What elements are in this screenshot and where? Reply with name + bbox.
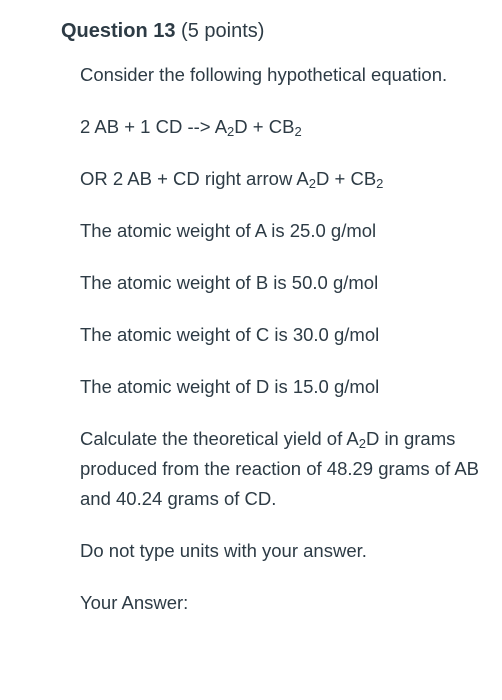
equation-line (80, 112, 490, 142)
equation-alt-lead: OR 2 AB + CD right arrow A (80, 168, 309, 189)
calculate-lead: Calculate the theoretical yield of A (80, 428, 359, 449)
equation-alt-subscript: 2 (376, 176, 384, 191)
equation-mid: D + CB (234, 116, 295, 137)
question-intro: Consider the following hypothetical equation. (80, 64, 448, 85)
equation-alt-mid: D + CB (316, 168, 377, 189)
equation-lead: 2 AB + 1 CD --> A (80, 116, 228, 137)
answer-label: Your Answer: (80, 592, 189, 613)
calculate-tail: D in grams produced from the reaction of 48.29 grams of AB and 40.24 grams of CD. (80, 428, 480, 509)
equation-subscript: 2 (294, 124, 302, 139)
question-points: (5 points) (181, 20, 265, 42)
atomic-weight-c: The atomic weight of C is 30.0 g/mol (80, 324, 380, 345)
question-header (61, 16, 264, 46)
equation-alt-line (80, 164, 490, 194)
atomic-weight-b: The atomic weight of B is 50.0 g/mol (80, 272, 379, 293)
atomic-weight-d: The atomic weight of D is 15.0 g/mol (80, 376, 380, 397)
question-body (80, 60, 490, 618)
units-note: Do not type units with your answer. (80, 540, 367, 561)
calculate-subscript: 2 (358, 436, 366, 451)
question-number: Question 13 (61, 20, 176, 42)
equation-subscript: 2 (227, 124, 235, 139)
atomic-weight-a: The atomic weight of A is 25.0 g/mol (80, 220, 377, 241)
equation-alt-subscript: 2 (308, 176, 317, 191)
calculate-instruction (80, 424, 490, 514)
